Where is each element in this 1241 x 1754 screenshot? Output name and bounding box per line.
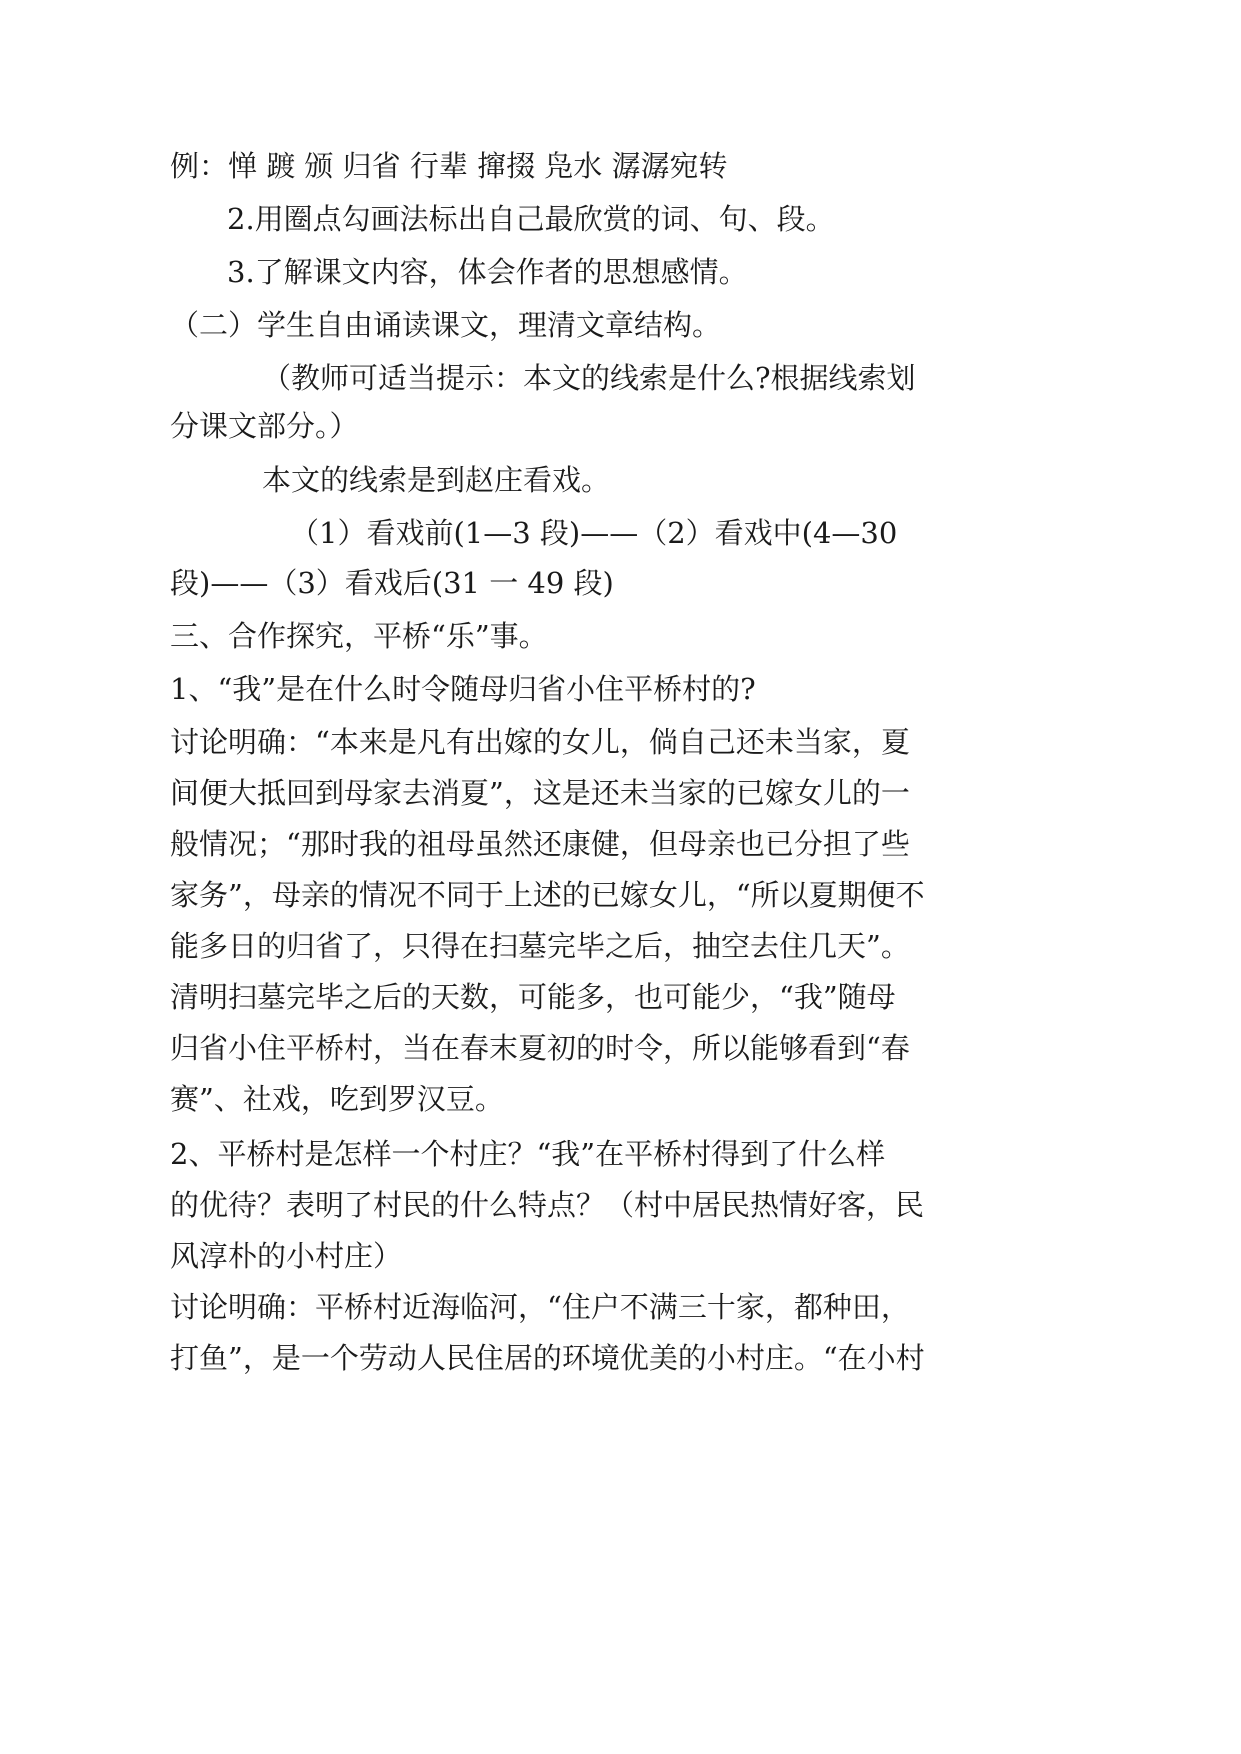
question-line: 1、“我”是在什么时令随母归省小住平桥村的? [170, 672, 756, 706]
text-line: 般情况；“那时我的祖母虽然还康健，但母亲也已分担了些 [170, 827, 910, 861]
question-line: 2、平桥村是怎样一个村庄？“我”在平桥村得到了什么样 [170, 1137, 886, 1171]
text-line: 打鱼”，是一个劳动人民住居的环境优美的小村庄。“在小村 [170, 1341, 925, 1375]
text-line: 例：惮 踱 颁 归省 行辈 撺掇 凫水 潺潺宛转 [170, 149, 728, 183]
text-line: 本文的线索是到赵庄看戏。 [262, 463, 611, 497]
text-line: 3.了解课文内容，体会作者的思想感情。 [227, 255, 748, 289]
text-line: 风淳朴的小村庄） [170, 1239, 403, 1273]
text-line: 家务”，母亲的情况不同于上述的已嫁女儿，“所以夏期便不 [170, 878, 925, 912]
text-line: 赛”、社戏，吃到罗汉豆。 [170, 1082, 504, 1116]
text-line: 的优待？表明了村民的什么特点？（村中居民热情好客，民 [170, 1188, 925, 1222]
text-line: 2.用圈点勾画法标出自己最欣赏的词、句、段。 [227, 202, 835, 236]
text-line: 段)——（3）看戏后(31 一 49 段) [170, 566, 614, 600]
text-line: 讨论明确：“本来是凡有出嫁的女儿，倘自己还未当家，夏 [170, 725, 910, 759]
section-heading: （二）学生自由诵读课文，理清文章结构。 [170, 308, 722, 342]
text-line: 间便大抵回到母家去消夏”，这是还未当家的已嫁女儿的一 [170, 776, 910, 810]
section-heading: 三、合作探究，平桥“乐”事。 [170, 619, 548, 653]
text-line: 分课文部分。） [170, 409, 359, 443]
text-line: 讨论明确：平桥村近海临河，“住户不满三十家，都种田， [170, 1290, 910, 1324]
text-line: （1）看戏前(1—3 段)——（2）看戏中(4—30 [290, 516, 898, 550]
text-line: 清明扫墓完毕之后的天数，可能多，也可能少，“我”随母 [170, 980, 896, 1014]
text-line: 归省小住平桥村，当在春末夏初的时令，所以能够看到“春 [170, 1031, 910, 1065]
text-line: （教师可适当提示：本文的线索是什么?根据线索划 [262, 361, 916, 395]
text-line: 能多日的归省了，只得在扫墓完毕之后，抽空去住几天”。 [170, 929, 910, 963]
